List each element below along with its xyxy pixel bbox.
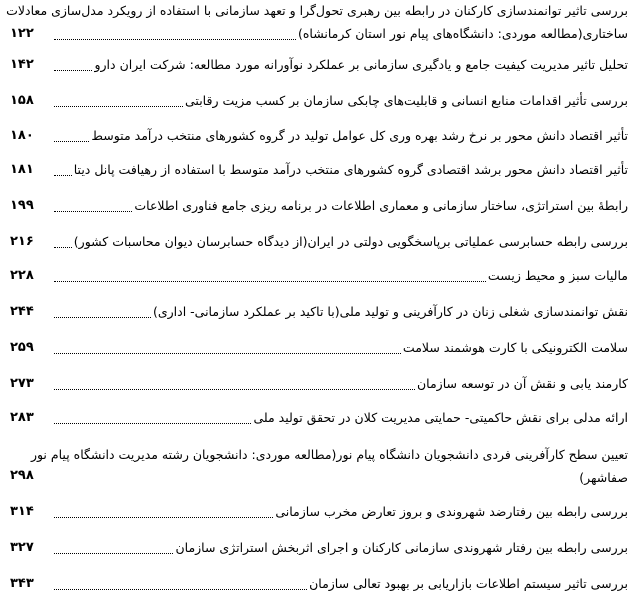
dot-leader <box>54 353 401 354</box>
toc-entry-title: بررسی تأثیر اقدامات منابع انسانی و قابلیت‌های چابکی سازمان بر کسب مزیت رقابتی <box>185 93 628 108</box>
toc-page-number: ۲۵۹ <box>10 340 34 355</box>
toc-page-number: ۱۸۱ <box>10 162 34 177</box>
toc-page-number: ۲۸۳ <box>10 410 34 425</box>
dot-leader <box>54 589 307 590</box>
toc-entry-title: تأثیر اقتصاد دانش محور برشد اقتصادی گروه کشورهای منتخب درآمد متوسط با استفاده از رهیافت پانل دیتا <box>73 162 628 177</box>
toc-entry-title-continued: ساختاری(مطالعه موردی: دانشگاه‌های پیام نور استان کرمانشاه) <box>298 26 628 41</box>
toc-entry-title: سلامت الکترونیکی با کارت هوشمند سلامت <box>402 340 628 355</box>
toc-page-number: ۳۱۴ <box>10 504 34 519</box>
toc-entry-title: تحلیل تاثیر مدیریت کیفیت جامع و یادگیری سازمانی بر عملکرد نوآورانه مورد مطالعه: شرکت ایران دارو <box>94 57 628 72</box>
dot-leader <box>54 39 296 40</box>
dot-leader <box>54 247 72 248</box>
toc-entry-title-continued: صفاشهر) <box>579 470 628 485</box>
dot-leader <box>54 517 273 518</box>
dot-leader <box>54 389 415 390</box>
dot-leader <box>54 281 486 282</box>
dot-leader <box>54 175 72 176</box>
dot-leader <box>54 141 89 142</box>
toc-page-number: ۱۵۸ <box>10 93 34 108</box>
toc-entry-title: تأثیر اقتصاد دانش محور بر نرخ رشد بهره وری کل عوامل تولید در گروه کشورهای منتخب درآمد متوسط <box>91 128 628 143</box>
toc-entry-title: تعیین سطح کارآفرینی فردی دانشجویان دانشگاه پیام نور(مطالعه موردی: دانشجویان رشته مدیریت دانشگاه پیام نور <box>30 447 628 462</box>
toc-entry-title: ارائه مدلی برای نقش حاکمیتی- حمایتی مدیریت کلان در تحقق تولید ملی <box>253 410 628 425</box>
toc-entry-title: بررسی رابطه بین رفتار شهروندی سازمانی کارکنان و اجرای اثربخش استراتژی سازمان <box>175 540 628 555</box>
toc-page-number: ۳۲۷ <box>10 540 34 555</box>
toc-entry-title: بررسی تاثیر توانمندسازی کارکنان در رابطه بین رهبری تحول‌گرا و تعهد سازمانی با استفاده از رویکرد مدل‌سازی معادلات <box>6 3 628 18</box>
toc-entry-title: بررسی تاثیر سیستم اطلاعات بازاریابی بر بهبود تعالی سازمان <box>309 576 628 591</box>
toc-page-number: ۲۱۶ <box>10 234 34 249</box>
toc-page-number: ۱۹۹ <box>10 198 34 213</box>
dot-leader <box>54 70 92 71</box>
toc-page-number: ۲۲۸ <box>10 268 34 283</box>
dot-leader <box>54 423 251 424</box>
toc-page-number: ۲۴۴ <box>10 304 34 319</box>
toc-entry-title: نقش توانمندسازی شغلی زنان در کارآفرینی و تولید ملی(با تاکید بر عملکرد سازمانی- اداری) <box>152 304 628 319</box>
toc-entry-title: رابطۀ بین استراتژی، ساختار سازمانی و معماری اطلاعات در برنامه ریزی جامع فناوری اطلاعات <box>134 198 628 213</box>
toc-entry-title: بررسی رابطه بین رفتارضد شهروندی و بروز تعارض مخرب سازمانی <box>275 504 628 519</box>
toc-page-number: ۲۹۸ <box>10 468 34 483</box>
dot-leader <box>54 317 151 318</box>
toc-page-number: ۱۸۰ <box>10 128 34 143</box>
toc-page-number: ۱۴۲ <box>10 57 34 72</box>
toc-page-number: ۱۲۲ <box>10 26 34 41</box>
dot-leader <box>54 553 173 554</box>
toc-page-number: ۳۴۳ <box>10 576 34 591</box>
toc-entry-title: بررسی رابطه حسابرسی عملیاتی برپاسخگویی دولتی در ایران(از دیدگاه حسابرسان دیوان محاسبات کشور) <box>73 234 628 249</box>
toc-entry-title: مالیات سبز و محیط زیست <box>487 268 628 283</box>
toc-page-number: ۲۷۳ <box>10 376 34 391</box>
dot-leader <box>54 211 132 212</box>
toc-entry-title: کارمند یابی و نقش آن در توسعه سازمان <box>417 376 628 391</box>
dot-leader <box>54 106 183 107</box>
